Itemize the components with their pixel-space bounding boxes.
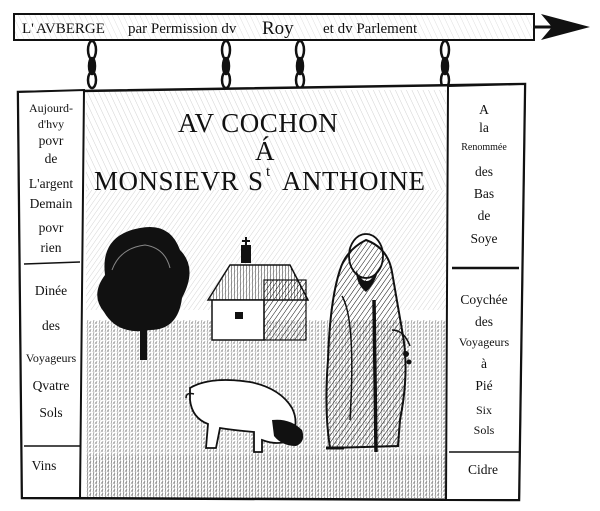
hanging-rod <box>14 14 590 40</box>
right-top-line: Renommée <box>461 142 507 153</box>
left-top-line: Demain <box>29 196 73 211</box>
rod-title: AVBERGE <box>36 21 105 37</box>
rod-permission: par Permission dv <box>128 21 237 37</box>
chain-right <box>441 41 449 88</box>
chains <box>88 41 449 88</box>
left-top-line: L'argent <box>28 176 74 191</box>
chain-left <box>88 41 96 88</box>
chain-middle <box>222 41 230 88</box>
left-top-line: povr <box>38 220 64 235</box>
left-mid-line: Sols <box>39 405 63 420</box>
rod-parlement: et dv Parlement <box>323 21 418 37</box>
right-bottom-label: Cidre <box>468 462 498 477</box>
left-mid-line: Voyageurs <box>25 351 77 365</box>
right-mid-line: Sols <box>473 423 495 437</box>
left-mid-line: des <box>42 318 60 333</box>
rod-initial: L' <box>22 21 34 37</box>
right-top-line: des <box>475 164 493 179</box>
right-mid-line: des <box>475 314 493 329</box>
title-line-2: Á <box>255 136 275 166</box>
right-mid-line: Voyageurs <box>458 335 510 349</box>
right-mid-line: Six <box>475 403 493 417</box>
chain-mid-right <box>296 41 304 88</box>
left-mid-line: Dinée <box>34 283 68 298</box>
left-top-line: povr <box>38 133 64 148</box>
left-mid-line: Qvatre <box>32 378 70 393</box>
left-bottom-label: Vins <box>31 458 57 473</box>
left-top-line: de <box>44 151 58 166</box>
right-mid-line: Coychée <box>460 292 508 307</box>
left-top-line: Aujourd- <box>29 101 73 115</box>
title-line-3b: S <box>248 166 264 196</box>
title-line-1: AV COCHON <box>178 108 339 138</box>
left-top-line: rien <box>40 240 62 255</box>
left-top-line: d'hvy <box>37 117 65 131</box>
right-top-line: la <box>479 120 489 135</box>
right-top-line: de <box>477 208 491 223</box>
right-mid-line: Pié <box>475 378 493 393</box>
right-top-line: A <box>479 102 489 117</box>
right-top-line: Soye <box>470 231 498 246</box>
rod-roy: Roy <box>262 18 294 39</box>
right-top-line: Bas <box>473 186 495 201</box>
title-line-3c: ANTHOINE <box>282 166 426 196</box>
title-line-3sup: t <box>266 164 271 180</box>
title-line-3a: MONSIEVR <box>94 166 240 196</box>
right-mid-line: à <box>481 356 487 371</box>
